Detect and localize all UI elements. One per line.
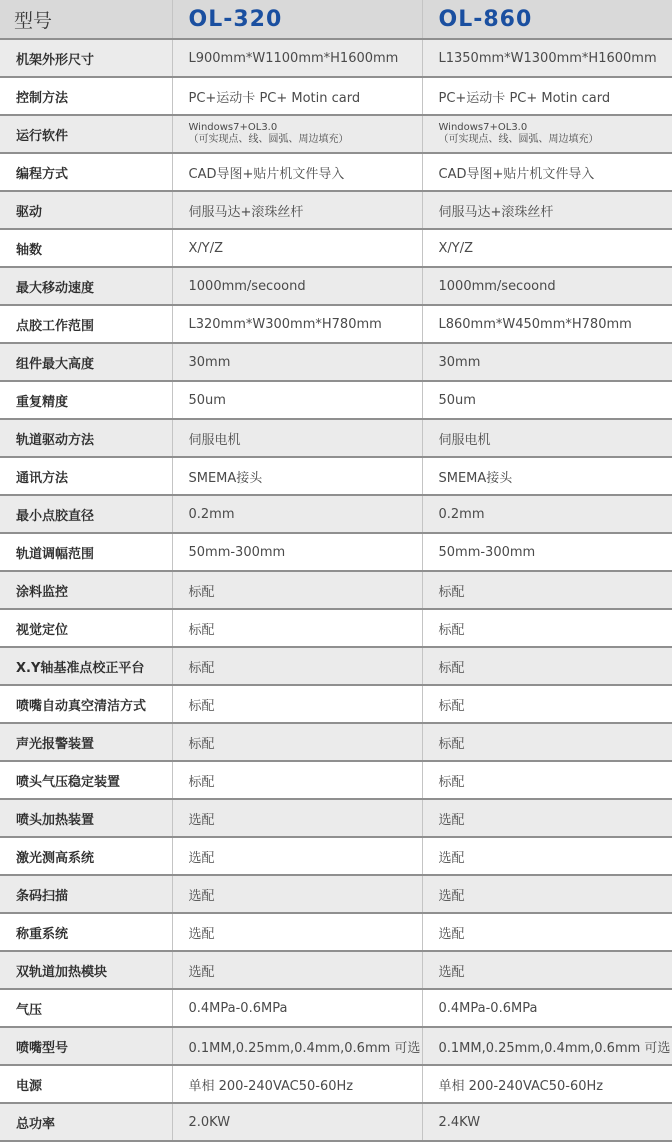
table-row	[0, 1027, 672, 1065]
spec-label: 控制方法	[0, 77, 172, 115]
spec-value-model-b	[422, 115, 672, 153]
spec-label: 驱动	[0, 191, 172, 229]
spec-value-model-b: 1000mm/secoond	[422, 267, 672, 305]
header-model-a: OL-320	[172, 0, 422, 39]
spec-value-model-b: 30mm	[422, 343, 672, 381]
spec-value-model-b: X/Y/Z	[422, 229, 672, 267]
spec-value-model-b: 选配	[422, 837, 672, 875]
table-row	[0, 39, 672, 77]
spec-value-model-b: 50mm-300mm	[422, 533, 672, 571]
spec-label: 重复精度	[0, 381, 172, 419]
spec-label: 组件最大高度	[0, 343, 172, 381]
spec-value-model-a: 标配	[172, 571, 422, 609]
table-row	[0, 913, 672, 951]
spec-label: X.Y轴基准点校正平台	[0, 647, 172, 685]
spec-value-model-b: 标配	[422, 723, 672, 761]
spec-label: 视觉定位	[0, 609, 172, 647]
spec-label: 机架外形尺寸	[0, 39, 172, 77]
spec-value-model-a: 单相 200-240VAC50-60Hz	[172, 1065, 422, 1103]
spec-value-model-a: 标配	[172, 685, 422, 723]
spec-label: 点胶工作范围	[0, 305, 172, 343]
table-row	[0, 1065, 672, 1103]
spec-label: 轨道调幅范围	[0, 533, 172, 571]
spec-label: 电源	[0, 1065, 172, 1103]
spec-value-model-b: 选配	[422, 951, 672, 989]
spec-label: 通讯方法	[0, 457, 172, 495]
table-row	[0, 305, 672, 343]
spec-value-model-b: 0.1MM,0.25mm,0.4mm,0.6mm 可选	[422, 1027, 672, 1065]
spec-value-model-b: PC+运动卡 PC+ Motin card	[422, 77, 672, 115]
spec-value-model-b: 标配	[422, 571, 672, 609]
spec-value-model-b: 2.4KW	[422, 1103, 672, 1141]
spec-value-line: Windows7+OL3.0	[439, 122, 672, 134]
spec-label: 喷嘴自动真空清洁方式	[0, 685, 172, 723]
spec-label: 双轨道加热模块	[0, 951, 172, 989]
spec-table-body	[0, 39, 672, 1141]
spec-value-model-b: 0.2mm	[422, 495, 672, 533]
spec-label: 喷嘴型号	[0, 1027, 172, 1065]
spec-value-model-a: 选配	[172, 951, 422, 989]
spec-value-note: （可实现点、线、圆弧、周边填充）	[189, 134, 422, 146]
spec-value-model-a: 选配	[172, 875, 422, 913]
table-row	[0, 495, 672, 533]
spec-value-note: （可实现点、线、圆弧、周边填充）	[439, 134, 672, 146]
spec-value-model-b: 伺服马达+滚珠丝杆	[422, 191, 672, 229]
spec-value-model-b: L1350mm*W1300mm*H1600mm	[422, 39, 672, 77]
spec-value-model-b: 选配	[422, 799, 672, 837]
table-row	[0, 343, 672, 381]
table-row	[0, 457, 672, 495]
table-row	[0, 77, 672, 115]
spec-label: 条码扫描	[0, 875, 172, 913]
spec-label: 编程方式	[0, 153, 172, 191]
table-row	[0, 191, 672, 229]
spec-value-model-a: 标配	[172, 609, 422, 647]
spec-value-model-b: 选配	[422, 913, 672, 951]
spec-value-model-a: L320mm*W300mm*H780mm	[172, 305, 422, 343]
spec-value-model-a: 50mm-300mm	[172, 533, 422, 571]
table-row	[0, 609, 672, 647]
spec-value-model-a: CAD导图+贴片机文件导入	[172, 153, 422, 191]
spec-value-model-a: 0.4MPa-0.6MPa	[172, 989, 422, 1027]
table-row	[0, 837, 672, 875]
table-row	[0, 571, 672, 609]
spec-value-model-a: 50um	[172, 381, 422, 419]
spec-value-model-a: 1000mm/secoond	[172, 267, 422, 305]
spec-label: 涂料监控	[0, 571, 172, 609]
spec-value-model-b: 0.4MPa-0.6MPa	[422, 989, 672, 1027]
table-row	[0, 267, 672, 305]
spec-label: 总功率	[0, 1103, 172, 1141]
spec-value-model-b: 标配	[422, 647, 672, 685]
spec-label: 最小点胶直径	[0, 495, 172, 533]
spec-label: 声光报警装置	[0, 723, 172, 761]
spec-value-model-a: L900mm*W1100mm*H1600mm	[172, 39, 422, 77]
spec-value-model-a: PC+运动卡 PC+ Motin card	[172, 77, 422, 115]
spec-value-model-a: 0.2mm	[172, 495, 422, 533]
header-model-label: 型号	[0, 0, 172, 39]
spec-label: 称重系统	[0, 913, 172, 951]
spec-value-model-a: 伺服马达+滚珠丝杆	[172, 191, 422, 229]
spec-value-model-b: 标配	[422, 685, 672, 723]
table-row	[0, 153, 672, 191]
spec-value-model-a: 选配	[172, 837, 422, 875]
spec-label: 运行软件	[0, 115, 172, 153]
table-row	[0, 723, 672, 761]
spec-value-model-a: 标配	[172, 761, 422, 799]
spec-value-model-a	[172, 115, 422, 153]
spec-label: 激光测高系统	[0, 837, 172, 875]
spec-value-model-a: 选配	[172, 913, 422, 951]
spec-value-model-a: 伺服电机	[172, 419, 422, 457]
table-header-row	[0, 0, 672, 39]
spec-value-model-b: 伺服电机	[422, 419, 672, 457]
table-row	[0, 381, 672, 419]
spec-value-model-b: 选配	[422, 875, 672, 913]
spec-value-model-a: X/Y/Z	[172, 229, 422, 267]
table-row	[0, 229, 672, 267]
table-row	[0, 647, 672, 685]
header-model-b: OL-860	[422, 0, 672, 39]
spec-value-model-a: SMEMA接头	[172, 457, 422, 495]
spec-value-model-b: SMEMA接头	[422, 457, 672, 495]
table-row	[0, 1103, 672, 1141]
spec-value-model-a: 30mm	[172, 343, 422, 381]
spec-label: 气压	[0, 989, 172, 1027]
spec-value-model-a: 标配	[172, 723, 422, 761]
spec-value-model-b: L860mm*W450mm*H780mm	[422, 305, 672, 343]
table-row	[0, 989, 672, 1027]
spec-value-model-a: 选配	[172, 799, 422, 837]
spec-value-model-b: 单相 200-240VAC50-60Hz	[422, 1065, 672, 1103]
table-row	[0, 685, 672, 723]
table-row	[0, 761, 672, 799]
spec-value-line: Windows7+OL3.0	[189, 122, 422, 134]
spec-label: 喷头加热装置	[0, 799, 172, 837]
table-row	[0, 799, 672, 837]
spec-label: 轨道驱动方法	[0, 419, 172, 457]
table-row	[0, 419, 672, 457]
spec-value-model-a: 0.1MM,0.25mm,0.4mm,0.6mm 可选	[172, 1027, 422, 1065]
spec-label: 最大移动速度	[0, 267, 172, 305]
table-row	[0, 115, 672, 153]
table-row	[0, 951, 672, 989]
spec-label: 喷头气压稳定装置	[0, 761, 172, 799]
spec-value-model-b: CAD导图+贴片机文件导入	[422, 153, 672, 191]
spec-label: 轴数	[0, 229, 172, 267]
spec-value-model-b: 标配	[422, 609, 672, 647]
spec-value-model-a: 标配	[172, 647, 422, 685]
spec-value-model-a: 2.0KW	[172, 1103, 422, 1141]
spec-value-model-b: 标配	[422, 761, 672, 799]
table-row	[0, 875, 672, 913]
table-row	[0, 533, 672, 571]
spec-value-model-b: 50um	[422, 381, 672, 419]
